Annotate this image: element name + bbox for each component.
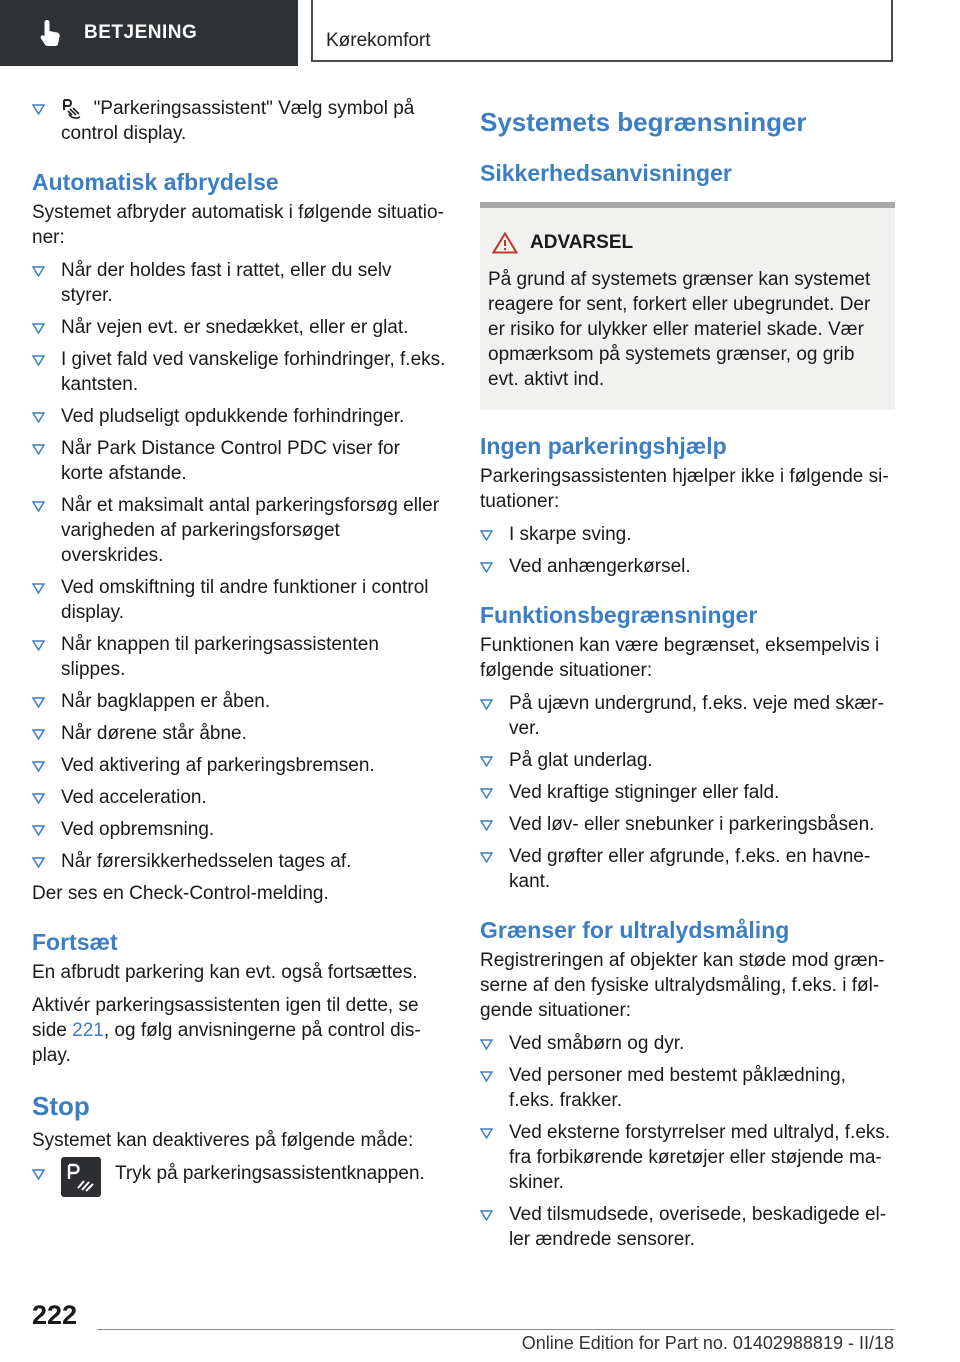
list-item: Ved anhængerkørsel.: [480, 554, 895, 579]
list-item: Ved kraftige stigninger eller fald.: [480, 780, 895, 805]
no-help-intro: Parkeringsassistenten hjælper ikke i følgende si-tuationer:: [480, 466, 889, 512]
triangle-bullet-icon: [32, 266, 45, 277]
list-item: Ved personer med bestemt påklædning, f.eks. frakker.: [480, 1063, 895, 1113]
parking-assistant-icon: [61, 98, 83, 120]
triangle-bullet-icon: [480, 820, 493, 831]
list-item: Når et maksimalt antal parkeringsforsøg eller varigheden af parkeringsforsøget overskrides.: [32, 493, 447, 568]
triangle-bullet-icon: [32, 104, 45, 115]
continue-text-2: Aktivér parkeringsassistenten igen til dette, se side 221, og følg anvisningerne på control dis-play.: [32, 995, 421, 1066]
triangle-bullet-icon: [480, 1128, 493, 1139]
auto-stop-heading: Automatisk afbrydelse: [32, 169, 279, 195]
list-item: Ved grøfter eller afgrunde, f.eks. en havne-kant.: [480, 844, 895, 894]
auto-stop-outro: Der ses en Check-Control-melding.: [32, 883, 329, 904]
list-item: "Parkeringsassistent" Vælg symbol på control display.: [32, 96, 447, 146]
triangle-bullet-icon: [480, 788, 493, 799]
list-item: Når Park Distance Control PDC viser for korte afstande.: [32, 436, 447, 486]
stop-list: [32, 1161, 447, 1201]
continue-heading: Fortsæt: [32, 929, 118, 955]
page-header: [0, 0, 960, 66]
func-limits-intro: Funktionen kan være begrænset, eksempelvis i følgende situationer:: [480, 635, 880, 681]
list-item: Ved pludseligt opdukkende forhindringer.: [32, 404, 447, 429]
left-column: [32, 96, 447, 1208]
safety-subtitle: Sikkerhedsanvisninger: [480, 160, 732, 186]
list-item: Ved løv- eller snebunker i parkeringsbåsen.: [480, 812, 895, 837]
list-item: Ved omskiftning til andre funktioner i control display.: [32, 575, 447, 625]
triangle-bullet-icon: [32, 1169, 45, 1180]
triangle-bullet-icon: [480, 1039, 493, 1050]
list-item: Ved eksterne forstyrrelser med ultralyd, f.eks. fra forbikørende køretøjer eller støjende ma-skiner.: [480, 1120, 895, 1195]
func-limits-list: [480, 691, 895, 894]
list-item: På ujævn undergrund, f.eks. veje med skær-ver.: [480, 691, 895, 741]
list-item: Ved acceleration.: [32, 785, 447, 810]
triangle-bullet-icon: [480, 852, 493, 863]
chapter-title: Kørekomfort: [326, 30, 431, 51]
auto-stop-intro: Systemet afbryder automatisk i følgende situatio-ner:: [32, 202, 444, 248]
warning-box: [480, 202, 895, 410]
page-link[interactable]: 221: [72, 1020, 104, 1041]
triangle-bullet-icon: [32, 444, 45, 455]
footer-divider: [97, 1329, 895, 1330]
ultrasound-intro: Registreringen af objekter kan støde mod græn-serne af den fysiske ultralydsmåling, f.eks. i føl-gende situationer:: [480, 950, 885, 1021]
triangle-bullet-icon: [32, 793, 45, 804]
limits-title: Systemets begrænsninger: [480, 107, 807, 137]
list-item: I skarpe sving.: [480, 522, 895, 547]
no-help-list: [480, 522, 895, 579]
list-item: Ved aktivering af parkeringsbremsen.: [32, 753, 447, 778]
right-column: [480, 96, 895, 1259]
triangle-bullet-icon: [480, 530, 493, 541]
page-number: 222: [32, 1300, 78, 1330]
list-item: I givet fald ved vanskelige forhindringer, f.eks. kantsten.: [32, 347, 447, 397]
list-item: Ved opbremsning.: [32, 817, 447, 842]
triangle-bullet-icon: [480, 756, 493, 767]
list-item: Tryk på parkeringsassistentknappen.: [32, 1161, 447, 1201]
section-tab: [0, 0, 298, 66]
warning-title: ADVARSEL: [492, 230, 887, 255]
triangle-bullet-icon: [480, 1210, 493, 1221]
list-item: Ved småbørn og dyr.: [480, 1031, 895, 1056]
triangle-bullet-icon: [32, 729, 45, 740]
func-limits-heading: Funktionsbegrænsninger: [480, 602, 758, 628]
chapter-header: [311, 0, 893, 62]
parking-button-icon: [61, 1157, 101, 1204]
continue-text-1: En afbrudt parkering kan evt. også fortsættes.: [32, 962, 418, 983]
ultrasound-heading: Grænser for ultralydsmåling: [480, 917, 790, 943]
stop-intro: Systemet kan deaktiveres på følgende måde:: [32, 1130, 414, 1151]
triangle-bullet-icon: [32, 640, 45, 651]
triangle-bullet-icon: [32, 412, 45, 423]
list-item: Når der holdes fast i rattet, eller du selv styrer.: [32, 258, 447, 308]
triangle-bullet-icon: [480, 1071, 493, 1082]
list-item: På glat underlag.: [480, 748, 895, 773]
warning-triangle-icon: [492, 232, 518, 254]
triangle-bullet-icon: [32, 697, 45, 708]
triangle-bullet-icon: [480, 562, 493, 573]
warning-text: På grund af systemets grænser kan systemet reagere for sent, forkert eller ubegrundet. Der er risiko for ulykker eller materiel skade. Vær opmærksom på systemets grænser, og grib evt. aktivt ind.: [488, 269, 871, 390]
ultrasound-list: [480, 1031, 895, 1252]
list-item: Når førersikkerhedsselen tages af.: [32, 849, 447, 874]
stop-heading: Stop: [32, 1091, 90, 1121]
triangle-bullet-icon: [32, 825, 45, 836]
triangle-bullet-icon: [32, 761, 45, 772]
section-tab-label: BETJENING: [84, 22, 198, 43]
list-item: Når vejen evt. er snedækket, eller er glat.: [32, 315, 447, 340]
intro-list: [32, 96, 447, 146]
triangle-bullet-icon: [32, 355, 45, 366]
hand-touch-icon: [38, 18, 64, 48]
triangle-bullet-icon: [32, 501, 45, 512]
auto-stop-list: [32, 258, 447, 874]
triangle-bullet-icon: [32, 323, 45, 334]
list-item: Når bagklappen er åben.: [32, 689, 447, 714]
triangle-bullet-icon: [32, 857, 45, 868]
triangle-bullet-icon: [32, 583, 45, 594]
edition-note: Online Edition for Part no. 01402988819 - II/18: [521, 1333, 894, 1353]
list-item: Når dørene står åbne.: [32, 721, 447, 746]
list-item: Ved tilsmudsede, overisede, beskadigede el-ler ændrede sensorer.: [480, 1202, 895, 1252]
list-item: Når knappen til parkeringsassistenten slippes.: [32, 632, 447, 682]
triangle-bullet-icon: [480, 699, 493, 710]
no-help-heading: Ingen parkeringshjælp: [480, 433, 727, 459]
